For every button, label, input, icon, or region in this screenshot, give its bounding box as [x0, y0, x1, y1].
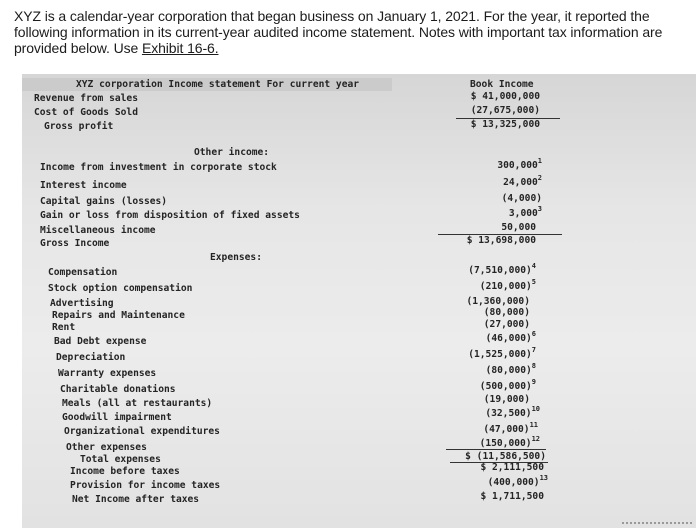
gross-profit-label: Gross profit	[44, 121, 114, 132]
income-statement-scan	[22, 74, 696, 528]
provision-label: Provision for income taxes	[70, 480, 221, 491]
expense-label-5: Rent	[52, 322, 76, 333]
gross-income-value: $ 13,698,000	[466, 235, 536, 246]
net-income-label: Net Income after taxes	[72, 494, 200, 505]
expense-value-5: (27,000)	[483, 319, 530, 330]
cogs-label: Cost of Goods Sold	[34, 107, 138, 118]
expense-value-6: $(46,000)^6$	[485, 330, 536, 344]
other-income-label-3: Capital gains (losses)	[40, 196, 168, 207]
other-income-label-2: Interest income	[40, 180, 127, 191]
other-income-label-4: Gain or loss from disposition of fixed assets	[40, 210, 300, 221]
expense-label-11: Goodwill impairment	[62, 412, 172, 423]
statement-title: XYZ corporation Income statement For current year	[76, 79, 360, 90]
revenue-label: Revenue from sales	[34, 93, 138, 104]
total-expenses-value: $ (11,586,500)	[465, 451, 546, 462]
expense-label-4: Repairs and Maintenance	[52, 310, 185, 321]
expense-value-13: $(150,000)^{12}$	[479, 435, 540, 449]
expense-label-6: Bad Debt expense	[54, 336, 147, 347]
scan-edge-mark	[622, 522, 692, 524]
expenses-header: Expenses:	[210, 252, 262, 263]
expense-value-7: $(1,525,000)^7$	[468, 346, 536, 360]
revenue-value: $ 41,000,000	[470, 91, 540, 102]
problem-intro	[14, 8, 696, 56]
expense-label-9: Charitable donations	[60, 384, 176, 395]
expense-value-10: (19,000)	[483, 394, 530, 405]
expense-value-12: $(47,000)^{11}$	[483, 421, 538, 435]
intro-text: XYZ is a calendar-year corporation that began business on January 1, 2021. For the year, it reported the following information in its current-year audited income statement. Notes with important tax information are provided below. Use	[14, 8, 663, 56]
expense-label-12: Organizational expenditures	[64, 426, 220, 437]
expense-label-10: Meals (all at restaurants)	[62, 398, 213, 409]
expense-value-2: $(210,000)^5$	[479, 278, 536, 292]
expense-value-1: $(7,510,000)^4$	[468, 262, 536, 276]
expense-value-9: $(500,000)^9$	[479, 378, 536, 392]
other-income-value-2: 24,000$^2$	[503, 174, 542, 188]
expense-label-8: Warranty expenses	[58, 368, 157, 379]
expense-value-8: $(80,000)^8$	[485, 362, 536, 376]
other-income-value-1: 300,000$^1$	[497, 157, 542, 171]
other-income-value-3: (4,000)	[501, 193, 542, 204]
expense-label-7: Depreciation	[56, 352, 126, 363]
expense-label-3: Advertising	[50, 298, 114, 309]
exhibit-link[interactable]: Exhibit 16-6.	[141, 40, 219, 56]
book-income-header: Book Income	[470, 79, 534, 90]
expense-label-1: Compensation	[48, 267, 118, 278]
gross-income-label: Gross Income	[40, 238, 110, 249]
gross-profit-value: $ 13,325,000	[470, 119, 540, 130]
expense-value-11: $(32,500)^{10}$	[485, 405, 540, 419]
other-income-label-5: Miscellaneous income	[40, 225, 156, 236]
income-before-taxes-value: $ 2,111,500	[480, 462, 544, 473]
total-expenses-label: Total expenses	[80, 454, 161, 465]
income-before-taxes-label: Income before taxes	[70, 466, 180, 477]
expense-label-13: Other expenses	[66, 442, 147, 453]
expenses-underline	[446, 449, 546, 450]
other-income-value-4: 3,000$^3$	[508, 205, 542, 219]
expense-label-2: Stock option compensation	[48, 283, 193, 294]
other-income-label-1: Income from investment in corporate stock	[40, 162, 277, 173]
expense-value-4: (80,000)	[483, 307, 530, 318]
expense-value-3: (1,360,000)	[466, 296, 530, 307]
cogs-value: (27,675,000)	[470, 105, 540, 116]
other-income-value-5: 50,000	[501, 222, 536, 233]
provision-value: $(400,000)^{13}$	[487, 474, 548, 488]
other-income-header: Other income:	[194, 147, 270, 158]
net-income-value: $ 1,711,500	[480, 491, 544, 502]
